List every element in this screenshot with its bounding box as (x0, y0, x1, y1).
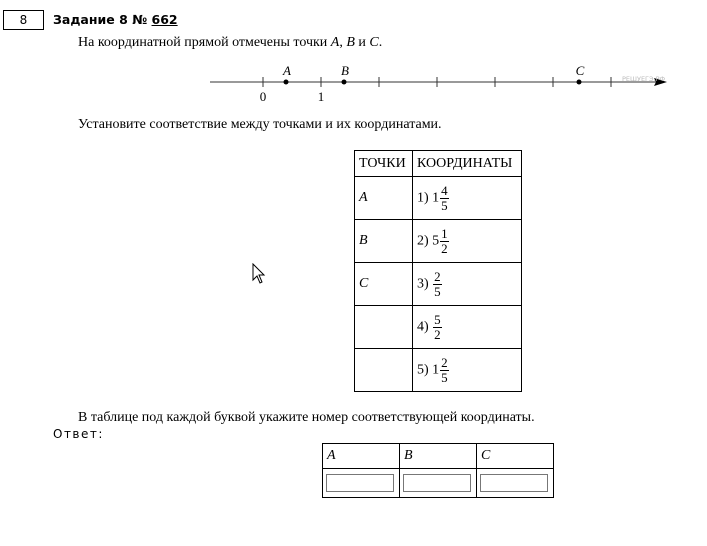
table-row (355, 220, 522, 263)
point-b-dot (342, 80, 347, 85)
coord-cell (413, 220, 522, 263)
answer-cell-c (477, 469, 554, 498)
point-cell: A (355, 177, 413, 220)
prompt-text (78, 35, 382, 51)
numerator: 4 (441, 182, 448, 198)
mouse-pointer-icon (252, 263, 266, 285)
answer-instruction: В таблице под каждой буквой укажите номер соответствующей координаты. (78, 410, 535, 425)
prompt-point-a: A (330, 35, 340, 50)
task-title-text: Задание 8 № (53, 12, 148, 27)
tick-label-one: 1 (317, 89, 325, 104)
point-cell (355, 349, 413, 392)
prompt-point-b: B (346, 35, 355, 50)
prompt-point-c: C (369, 35, 379, 50)
answer-input-c[interactable] (480, 474, 548, 492)
tick-label-zero: 0 (259, 89, 267, 104)
number-line (205, 60, 670, 105)
table-row (355, 177, 522, 220)
point-a-label: A (283, 63, 291, 78)
header-points: ТОЧКИ (355, 151, 413, 177)
point-cell: C (355, 263, 413, 306)
answer-col-a: A (323, 444, 400, 469)
answer-col-c: C (477, 444, 554, 469)
numerator: 5 (434, 311, 441, 327)
answer-table (322, 443, 554, 498)
option-fraction (440, 356, 449, 385)
option-fraction (433, 313, 442, 342)
point-c-label: C (575, 63, 585, 78)
header-coords: КООРДИНАТЫ (413, 151, 522, 177)
option-fraction (433, 270, 442, 299)
prompt-period: . (378, 35, 383, 50)
denominator: 5 (441, 197, 448, 213)
option-label: 2) (417, 233, 429, 248)
answer-col-b: B (400, 444, 477, 469)
option-label: 4) (417, 319, 429, 334)
option-fraction (440, 184, 449, 213)
coord-cell (413, 177, 522, 220)
point-b-label: B (341, 63, 349, 78)
numerator: 1 (441, 225, 448, 241)
coord-cell (413, 263, 522, 306)
numerator: 2 (441, 354, 448, 370)
answer-label: Ответ: (53, 427, 104, 441)
answer-cell-b (400, 469, 477, 498)
prompt-lead: На координатной прямой отмечены точки (78, 35, 328, 50)
answer-input-b[interactable] (403, 474, 471, 492)
table-header-row (355, 151, 522, 177)
prompt-comma: , (339, 35, 343, 50)
denominator: 2 (441, 240, 448, 256)
denominator: 2 (434, 326, 441, 342)
task-id-link[interactable]: 662 (151, 12, 178, 27)
option-label: 1) (417, 190, 429, 205)
point-cell (355, 306, 413, 349)
task-title (53, 12, 178, 27)
table-row (355, 263, 522, 306)
option-label: 3) (417, 276, 429, 291)
point-cell: B (355, 220, 413, 263)
numerator: 2 (434, 268, 441, 284)
coord-cell (413, 349, 522, 392)
answer-input-a[interactable] (326, 474, 394, 492)
option-fraction (440, 227, 449, 256)
option-whole: 1 (432, 362, 440, 377)
point-a-dot (284, 80, 289, 85)
option-whole: 1 (432, 190, 440, 205)
watermark: РЕШУЕГЭ.РФ (622, 75, 666, 83)
correspondence-table (354, 150, 522, 392)
task-number-box: 8 (3, 10, 44, 30)
coord-cell (413, 306, 522, 349)
denominator: 5 (441, 369, 448, 385)
table-row (355, 306, 522, 349)
point-c-dot (577, 80, 582, 85)
answer-header-row (323, 444, 554, 469)
option-whole: 5 (432, 233, 440, 248)
answer-cell-a (323, 469, 400, 498)
option-label: 5) (417, 362, 429, 377)
instruction-text: Установите соответствие между точками и их координатами. (78, 117, 442, 132)
table-row (355, 349, 522, 392)
answer-input-row (323, 469, 554, 498)
denominator: 5 (434, 283, 441, 299)
prompt-and: и (358, 35, 366, 50)
